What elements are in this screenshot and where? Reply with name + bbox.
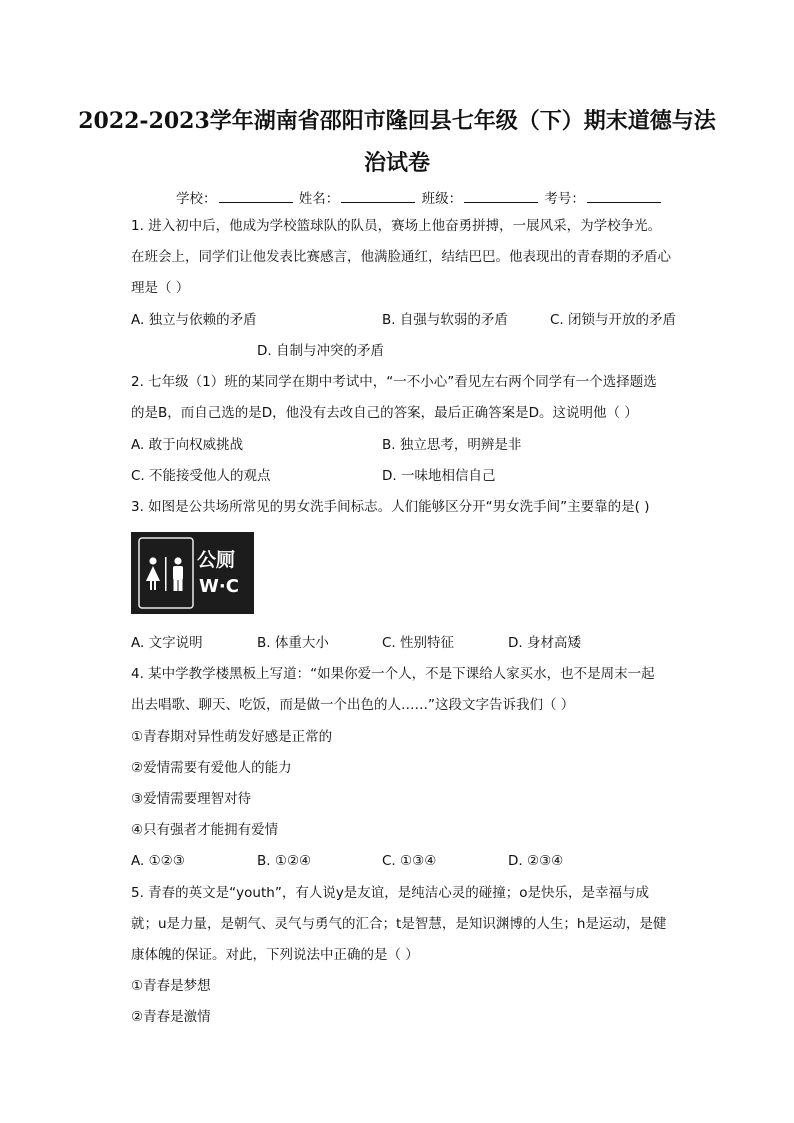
question-4-line-2: 出去唱歌、聊天、吃饭，而是做一个出色的人……”这段文字告诉我们（ ） xyxy=(131,697,575,713)
class-blank[interactable] xyxy=(464,190,538,203)
question-3-line-1: 3. 如图是公共场所常见的男女洗手间标志。人们能够区分开“男女洗手间”主要靠的是( ) xyxy=(131,499,650,515)
question-1-option-c[interactable]: C. 闭锁与开放的矛盾 xyxy=(550,312,677,328)
school-blank[interactable] xyxy=(219,190,293,203)
question-2-option-d[interactable]: D. 一味地相信自己 xyxy=(382,468,496,484)
question-4-option-c[interactable]: C. ①③④ xyxy=(382,853,437,869)
exam-number-label: 考号： xyxy=(544,191,585,207)
class-label: 班级： xyxy=(421,191,463,207)
question-5-statement-2: ②青春是激情 xyxy=(131,1009,211,1025)
question-4-line-1: 4. 某中学教学楼黑板上写道：“如果你爱一个人，不是下课给人家买水，也不是周末一起 xyxy=(131,666,655,682)
exam-title-line-2: 治试卷 xyxy=(363,150,430,176)
question-4-statement-4: ④只有强者才能拥有爱情 xyxy=(131,822,279,838)
name-blank[interactable] xyxy=(341,190,415,203)
school-label: 学校： xyxy=(176,191,217,207)
question-3-option-d[interactable]: D. 身材高矮 xyxy=(508,635,581,651)
question-2-line-1: 2. 七年级（1）班的某同学在期中考试中，“一不小心”看见左右两个同学有一个选择题选 xyxy=(131,374,657,390)
sign-text-wc: W·C xyxy=(199,576,239,597)
question-4-statement-1: ①青春期对异性萌发好感是正常的 xyxy=(131,729,333,745)
question-4-statement-2: ②爱情需要有爱他人的能力 xyxy=(131,760,292,776)
restroom-sign-svg xyxy=(131,532,254,614)
question-2-option-b[interactable]: B. 独立思考，明辨是非 xyxy=(382,437,522,453)
restroom-sign-image xyxy=(131,532,254,614)
exam-title-line-1: 2022-2023学年湖南省邵阳市隆回县七年级（下）期末道德与法 xyxy=(78,108,716,134)
question-2-option-a[interactable]: A. 敢于向权威挑战 xyxy=(131,437,244,453)
question-1-option-a[interactable]: A. 独立与依赖的矛盾 xyxy=(131,312,257,328)
student-info-row xyxy=(176,187,663,207)
question-3-option-b[interactable]: B. 体重大小 xyxy=(257,635,329,651)
question-5-statement-1: ①青春是梦想 xyxy=(131,978,211,994)
exam-number-blank[interactable] xyxy=(587,190,661,203)
question-1-option-d[interactable]: D. 自制与冲突的矛盾 xyxy=(257,343,384,359)
question-1-line-3: 理是（ ） xyxy=(131,280,190,296)
question-3-option-c[interactable]: C. 性别特征 xyxy=(382,635,455,651)
question-4-option-a[interactable]: A. ①②③ xyxy=(131,853,185,869)
question-3-option-a[interactable]: A. 文字说明 xyxy=(131,635,203,651)
question-2-option-c[interactable]: C. 不能接受他人的观点 xyxy=(131,468,271,484)
question-5-line-1: 5. 青春的英文是“youth”，有人说y是友谊，是纯洁心灵的碰撞；o是快乐，是幸福与成 xyxy=(131,885,650,901)
question-4-statement-3: ③爱情需要理智对待 xyxy=(131,791,252,807)
question-4-option-d[interactable]: D. ②③④ xyxy=(508,853,564,869)
question-1-option-b[interactable]: B. 自强与软弱的矛盾 xyxy=(382,312,508,328)
question-5-line-3: 康体魄的保证。对此，下列说法中正确的是（ ） xyxy=(131,947,419,963)
sign-text-public-toilet: 公厕 xyxy=(197,549,236,571)
question-1-line-1: 1. 进入初中后，他成为学校篮球队的队员，赛场上他奋勇拼搏，一展风采，为学校争光。 xyxy=(131,218,662,234)
name-label: 姓名： xyxy=(298,191,340,207)
question-2-line-2: 的是B，而自己选的是D，他没有去改自己的答案，最后正确答案是D。这说明他（ ） xyxy=(131,405,638,421)
question-4-option-b[interactable]: B. ①②④ xyxy=(257,853,312,869)
question-5-line-2: 就；u是力量，是朝气、灵气与勇气的汇合；t是智慧，是知识渊博的人生；h是运动，是健 xyxy=(131,916,667,932)
question-1-line-2: 在班会上，同学们让他发表比赛感言，他满脸通红，结结巴巴。他表现出的青春期的矛盾心 xyxy=(131,249,671,265)
